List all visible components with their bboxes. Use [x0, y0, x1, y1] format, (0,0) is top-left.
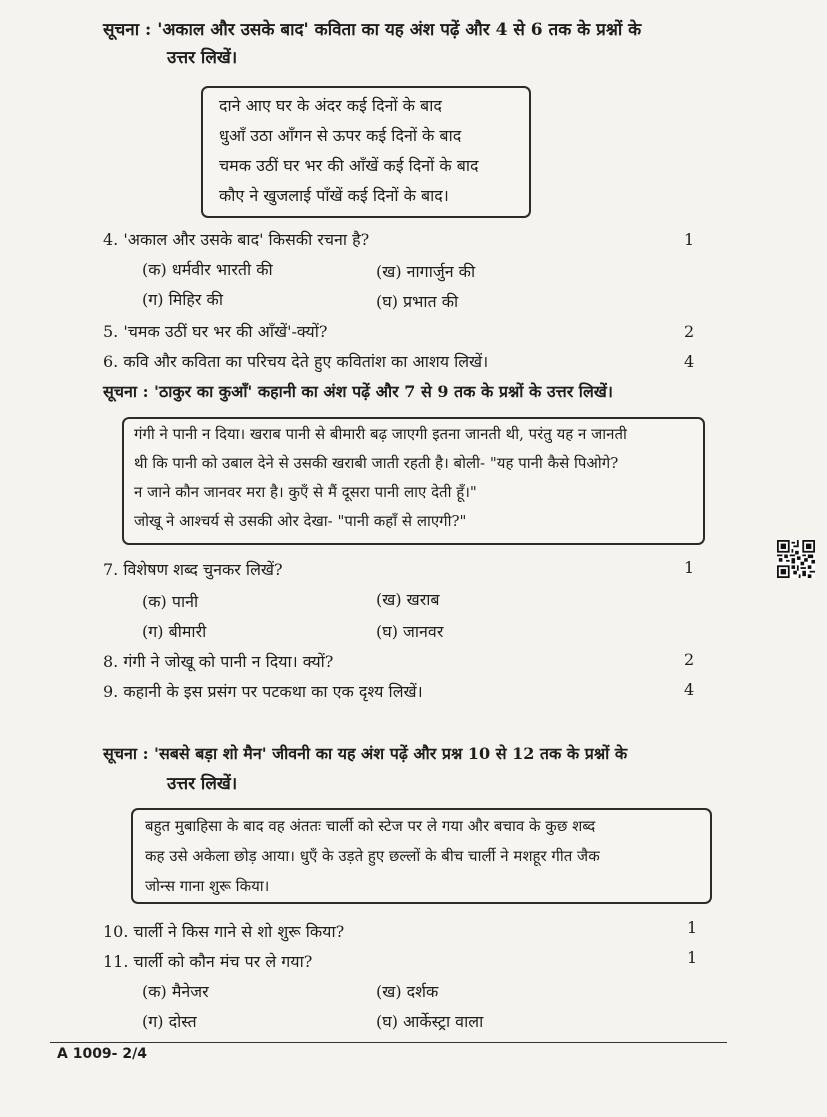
section-1-notice: सूचना : 'अकाल और उसके बाद' कविता का यह अंश पढ़ें और 4 से 6 तक के प्रश्नों के	[103, 20, 642, 40]
section-3-notice: सूचना : 'सबसे बड़ा शो मैन' जीवनी का यह अंश पढ़ें और प्रश्न 10 से 12 तक के प्रश्नों के	[103, 744, 628, 763]
option-d: (घ) प्रभात की	[376, 292, 459, 311]
question-8-marks: 2	[684, 650, 695, 669]
section-3-notice-cont: उत्तर लिखें।	[167, 774, 238, 794]
passage-line: धुआँ उठा आँगन से ऊपर कई दिनों के बाद	[219, 126, 462, 145]
option-c: (ग) दोस्त	[142, 1012, 197, 1031]
passage-line: थी कि पानी को उबाल देने से उसकी खराबी जाती रहती है। बोली- "यह पानी कैसे पिओगे?	[134, 454, 619, 472]
question-11-marks: 1	[687, 948, 698, 967]
qr-code-icon	[777, 540, 815, 578]
option-b: (ख) दर्शक	[376, 982, 439, 1001]
question-9: 9. कहानी के इस प्रसंग पर पटकथा का एक दृश्य लिखें।	[103, 682, 423, 701]
biography-passage-box	[131, 808, 712, 904]
option-a: (क) पानी	[142, 592, 199, 611]
passage-line: जोखू ने आश्चर्य से उसकी ओर देखा- "पानी कहाँ से लाएगी?"	[134, 512, 467, 530]
poem-passage-box	[201, 86, 531, 218]
question-10-marks: 1	[687, 918, 698, 937]
page-code: A 1009- 2/4	[57, 1046, 147, 1062]
question-6: 6. कवि और कविता का परिचय देते हुए कवितांश का आशय लिखें।	[103, 352, 489, 371]
passage-line: न जाने कौन जानवर मरा है। कुएँ से मैं दूसरा पानी लाए देती हूँ।"	[134, 483, 477, 501]
question-7-marks: 1	[684, 558, 695, 577]
passage-line: जोन्स गाना शुरू किया।	[145, 877, 270, 895]
option-c: (ग) बीमारी	[142, 622, 207, 641]
question-11: 11. चार्ली को कौन मंच पर ले गया?	[103, 952, 313, 971]
option-d: (घ) आर्केस्ट्रा वाला	[376, 1012, 484, 1031]
passage-line: चमक उठीं घर भर की आँखें कई दिनों के बाद	[219, 156, 479, 175]
question-5-marks: 2	[684, 322, 695, 341]
question-4-marks: 1	[684, 230, 695, 249]
option-a: (क) मैनेजर	[142, 982, 209, 1001]
footer-divider	[50, 1042, 727, 1043]
section-1-notice-cont: उत्तर लिखें।	[167, 48, 238, 68]
question-8: 8. गंगी ने जोखू को पानी न दिया। क्यों?	[103, 652, 334, 671]
passage-line: दाने आए घर के अंदर कई दिनों के बाद	[219, 96, 442, 115]
option-d: (घ) जानवर	[376, 622, 444, 641]
question-4: 4. 'अकाल और उसके बाद' किसकी रचना है?	[103, 230, 370, 249]
option-a: (क) धर्मवीर भारती की	[142, 260, 273, 279]
option-b: (ख) नागार्जुन की	[376, 262, 476, 281]
passage-line: कह उसे अकेला छोड़ आया। धुएँ के उड़ते हुए छल्लों के बीच चार्ली ने मशहूर गीत जैक	[145, 847, 600, 865]
story-passage-box	[122, 417, 705, 545]
question-5: 5. 'चमक उठीं घर भर की आँखें'-क्यों?	[103, 322, 328, 341]
question-7: 7. विशेषण शब्द चुनकर लिखें?	[103, 560, 283, 579]
option-c: (ग) मिहिर की	[142, 290, 223, 309]
section-2-notice: सूचना : 'ठाकुर का कुआँ' कहानी का अंश पढ़ें और 7 से 9 तक के प्रश्नों के उत्तर लिखें।	[103, 382, 613, 401]
passage-line: बहुत मुबाहिसा के बाद वह अंततः चार्ली को स्टेज पर ले गया और बचाव के कुछ शब्द	[145, 817, 596, 835]
passage-line: गंगी ने पानी न दिया। खराब पानी से बीमारी बढ़ जाएगी इतना जानती थी, परंतु यह न जानती	[134, 425, 627, 443]
option-b: (ख) खराब	[376, 590, 440, 609]
question-9-marks: 4	[684, 680, 695, 699]
question-6-marks: 4	[684, 352, 695, 371]
question-10: 10. चार्ली ने किस गाने से शो शुरू किया?	[103, 922, 345, 941]
passage-line: कौए ने खुजलाई पाँखें कई दिनों के बाद।	[219, 186, 449, 205]
